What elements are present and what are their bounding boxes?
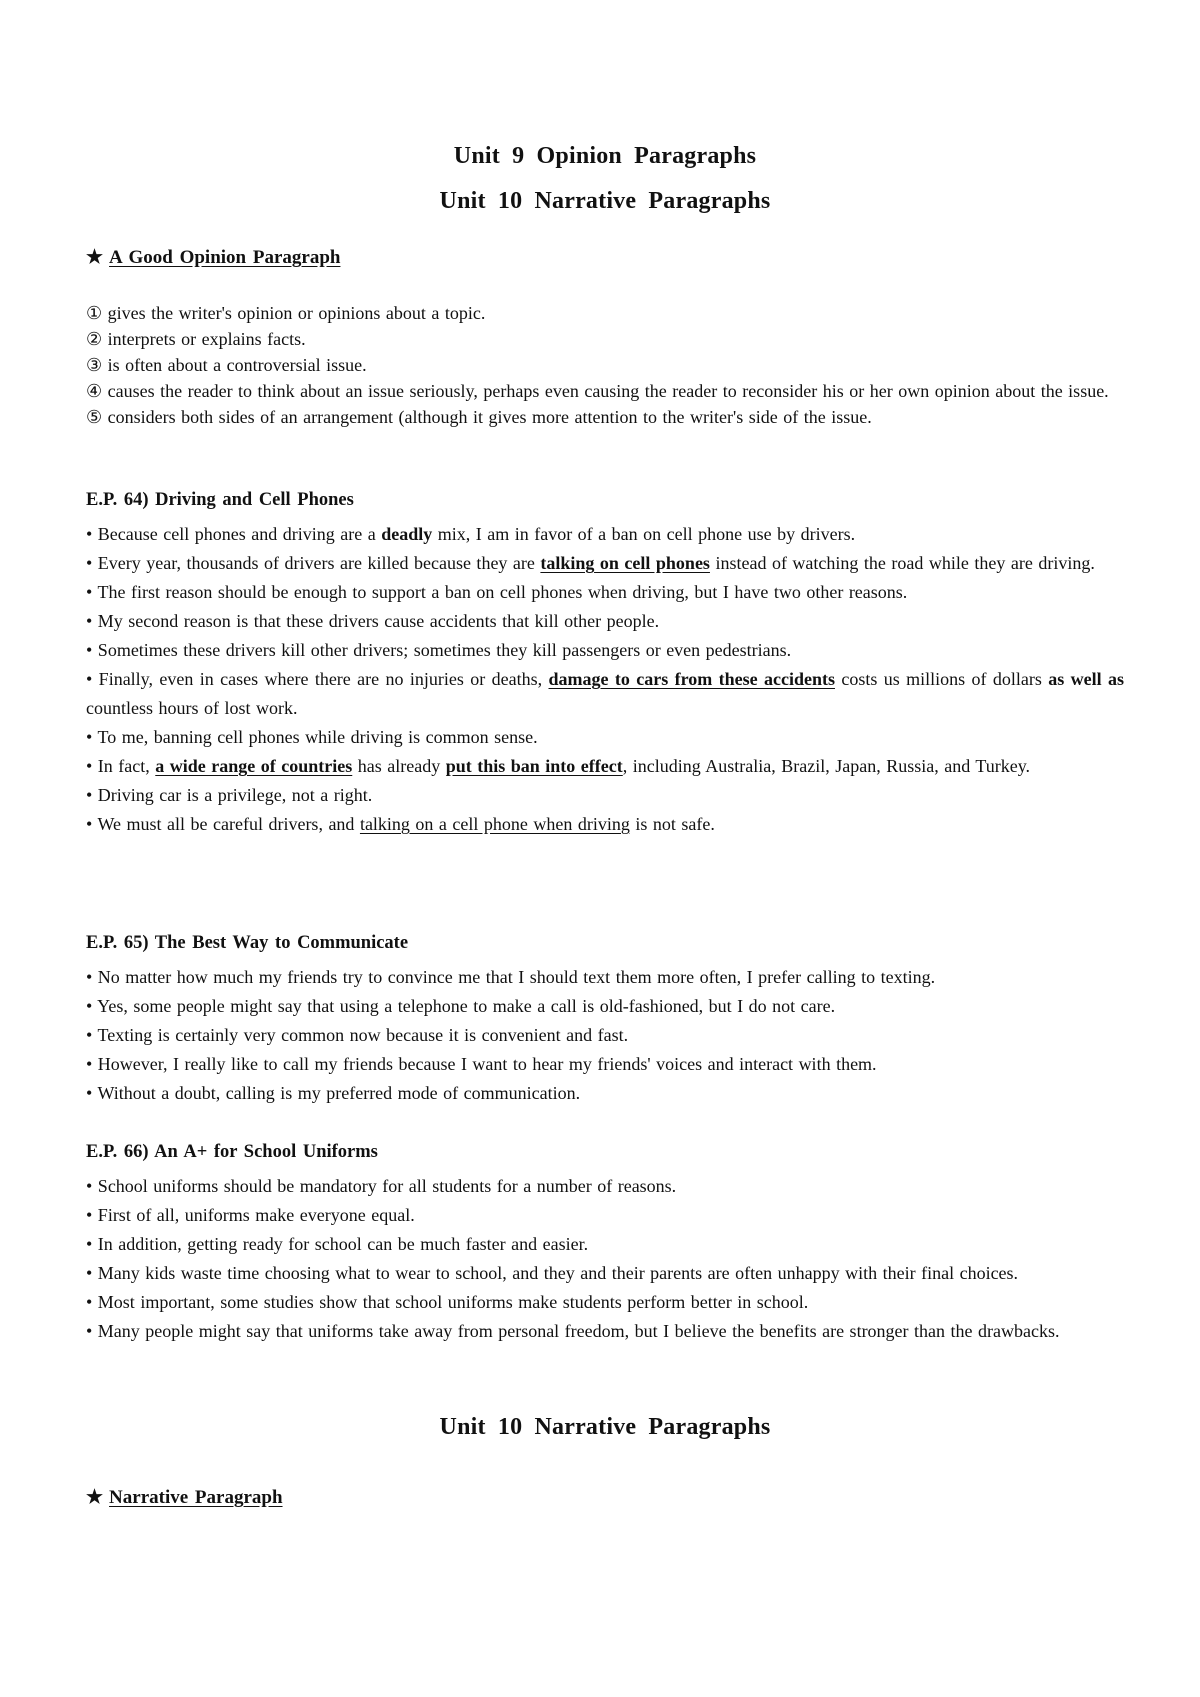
list-item: • We must all be careful drivers, and talking on a cell phone when driving is not safe. [86, 814, 715, 834]
list-item: • Yes, some people might say that using a telephone to make a call is old-fashioned, but I do not care. [86, 996, 836, 1016]
star-icon: ★ [86, 1487, 104, 1508]
emphasis: deadly [381, 524, 433, 544]
list-item: • My second reason is that these drivers cause accidents that kill other people. [86, 611, 660, 631]
narrative-heading-text: Narrative Paragraph [109, 1487, 283, 1508]
list-item: • Many people might say that uniforms take away from personal freedom, but I believe the benefits are stronger than the drawbacks. [86, 1321, 1060, 1341]
list-item: • To me, banning cell phones while driving is common sense. [86, 727, 538, 747]
list-item: • First of all, uniforms make everyone equal. [86, 1205, 415, 1225]
ep64-list [86, 520, 1124, 839]
emphasis: talking on a cell phone when driving [359, 814, 630, 834]
good-opinion-list [86, 300, 1124, 430]
list-item: • In addition, getting ready for school can be much faster and easier. [86, 1234, 589, 1254]
emphasis: talking on cell phones [540, 553, 710, 573]
list-item: • Driving car is a privilege, not a right. [86, 785, 373, 805]
emphasis: put this ban into effect [445, 756, 623, 776]
list-item: • In fact, a wide range of countries has already put this ban into effect, including Australia, Brazil, Japan, Russia, and Turkey. [86, 756, 1031, 776]
list-item: • However, I really like to call my friends because I want to hear my friends' voices and interact with them. [86, 1054, 877, 1074]
title-unit10: Unit 10 Narrative Paragraphs [439, 188, 771, 214]
list-item: ① gives the writer's opinion or opinions about a topic. [86, 303, 486, 323]
ep66-heading: E.P. 66) An A+ for School Uniforms [86, 1142, 378, 1162]
narrative-heading [86, 1486, 283, 1509]
good-opinion-heading-text: A Good Opinion Paragraph [109, 247, 341, 268]
ep65-heading: E.P. 65) The Best Way to Communicate [86, 933, 409, 953]
list-item: • The first reason should be enough to support a ban on cell phones when driving, but I have two other reasons. [86, 582, 908, 602]
list-item: • No matter how much my friends try to convince me that I should text them more often, I prefer calling to texting. [86, 967, 936, 987]
list-item: • Texting is certainly very common now because it is convenient and fast. [86, 1025, 629, 1045]
ep65-list [86, 963, 1124, 1108]
emphasis: damage to cars from these accidents [548, 669, 835, 689]
list-item: • Because cell phones and driving are a deadly mix, I am in favor of a ban on cell phone use by drivers. [86, 524, 856, 544]
list-item: ⑤ considers both sides of an arrangement (although it gives more attention to the writer's side of the issue. [86, 407, 872, 427]
star-icon: ★ [86, 247, 104, 268]
list-item: • Most important, some studies show that school uniforms make students perform better in school. [86, 1292, 809, 1312]
ep64-heading: E.P. 64) Driving and Cell Phones [86, 490, 354, 510]
list-item: ② interprets or explains facts. [86, 329, 306, 349]
title-unit9: Unit 9 Opinion Paragraphs [453, 143, 757, 169]
list-item: • Without a doubt, calling is my preferred mode of communication. [86, 1083, 581, 1103]
good-opinion-heading [86, 246, 340, 269]
list-item: • Sometimes these drivers kill other drivers; sometimes they kill passengers or even pedestrians. [86, 640, 792, 660]
ep66-list [86, 1172, 1124, 1346]
list-item: • School uniforms should be mandatory for all students for a number of reasons. [86, 1176, 677, 1196]
list-item: • Many kids waste time choosing what to wear to school, and they and their parents are often unhappy with their final choices. [86, 1263, 1019, 1283]
list-item: ④ causes the reader to think about an issue seriously, perhaps even causing the reader to reconsider his or her own opinion about the issue. [86, 381, 1109, 401]
title-unit10-narrative: Unit 10 Narrative Paragraphs [439, 1414, 771, 1440]
list-item: • Finally, even in cases where there are no injuries or deaths, damage to cars from these accidents costs us millions of dollars as well as countless hours of lost work. [86, 669, 1125, 718]
list-item: ③ is often about a controversial issue. [86, 355, 367, 375]
emphasis: as well as [1048, 669, 1125, 689]
emphasis: a wide range of countries [155, 756, 353, 776]
list-item: • Every year, thousands of drivers are killed because they are talking on cell phones instead of watching the road while they are driving. [86, 553, 1095, 573]
